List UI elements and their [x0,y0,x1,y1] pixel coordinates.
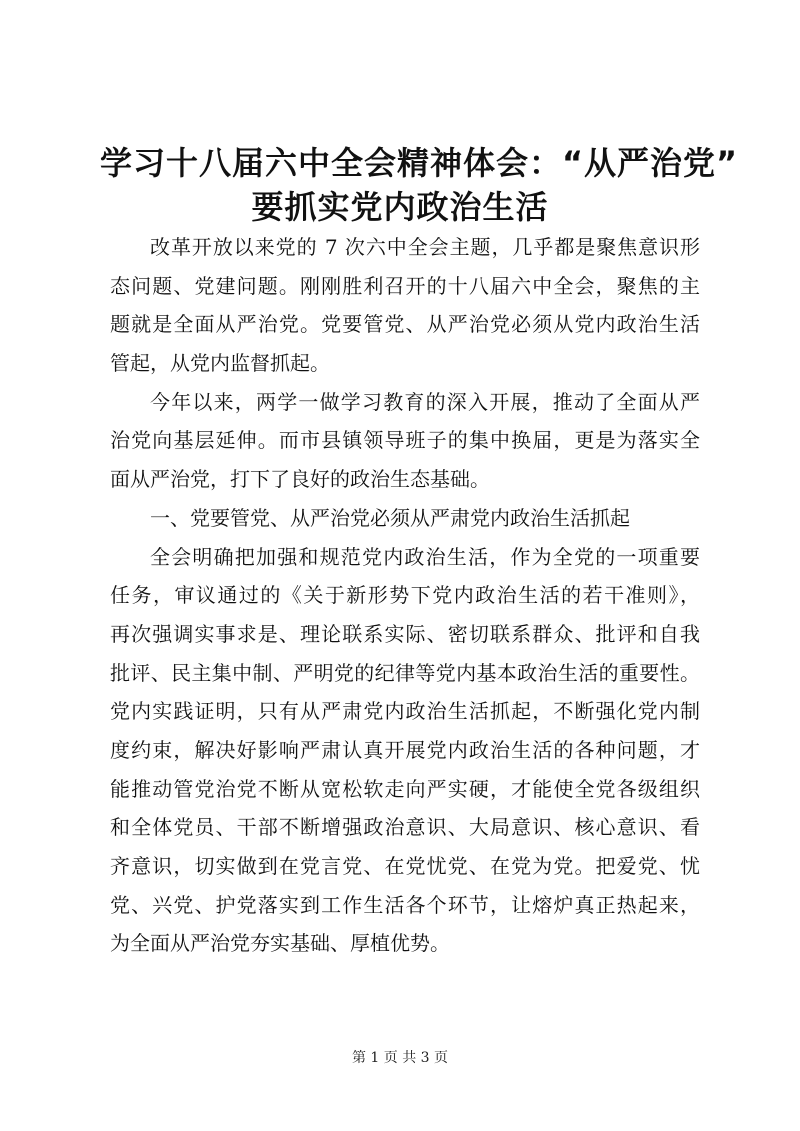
section-heading-1: 一、党要管党、从严治党必须从严肃党内政治生活抓起 [150,505,630,530]
paragraph-2-line-2: 治党向基层延伸。而市县镇领导班子的集中换届，更是为落实全 [110,428,700,453]
paragraph-3-line-3: 再次强调实事求是、理论联系实际、密切联系群众、批评和自我 [110,621,700,646]
paragraph-3-line-4: 批评、民主集中制、严明党的纪律等党内基本政治生活的重要性。 [110,660,700,685]
document-title-line-1: 学习十八届六中全会精神体会：“从严治党” [100,144,739,182]
paragraph-3-line-1: 全会明确把加强和规范党内政治生活，作为全党的一项重要 [150,544,700,569]
paragraph-3-line-6: 度约束，解决好影响严肃认真开展党内政治生活的各种问题，才 [110,737,700,762]
paragraph-2-line-3: 面从严治党，打下了良好的政治生态基础。 [110,467,490,492]
paragraph-3-line-2: 任务，审议通过的《关于新形势下党内政治生活的若干准则》， [110,583,700,608]
paragraph-1-line-4: 管起，从党内监督抓起。 [110,351,330,376]
paragraph-1-line-3: 题就是全面从严治党。党要管党、从严治党必须从党内政治生活 [110,312,700,337]
paragraph-2-line-1: 今年以来，两学一做学习教育的深入开展，推动了全面从严 [150,389,700,414]
page-number-footer: 第 1 页 共 3 页 [351,1050,449,1066]
paragraph-3-line-8: 和全体党员、干部不断增强政治意识、大局意识、核心意识、看 [110,815,700,840]
document-title-line-2: 要抓实党内政治生活 [251,188,549,226]
paragraph-3-line-11: 为全面从严治党夯实基础、厚植优势。 [110,931,450,956]
paragraph-3-line-10: 党、兴党、护党落实到工作生活各个环节，让熔炉真正热起来， [110,892,700,917]
paragraph-1-line-1: 改革开放以来党的 7 次六中全会主题，几乎都是聚焦意识形 [150,235,700,259]
paragraph-1-line-2: 态问题、党建问题。刚刚胜利召开的十八届六中全会，聚焦的主 [110,273,700,298]
paragraph-3-line-9: 齐意识，切实做到在党言党、在党忧党、在党为党。把爱党、忧 [110,854,700,878]
document-body [110,228,700,963]
paragraph-3-line-7: 能推动管党治党不断从宽松软走向严实硬，才能使全党各级组织 [110,776,700,801]
paragraph-3-line-5: 党内实践证明，只有从严肃党内政治生活抓起，不断强化党内制 [110,699,700,724]
